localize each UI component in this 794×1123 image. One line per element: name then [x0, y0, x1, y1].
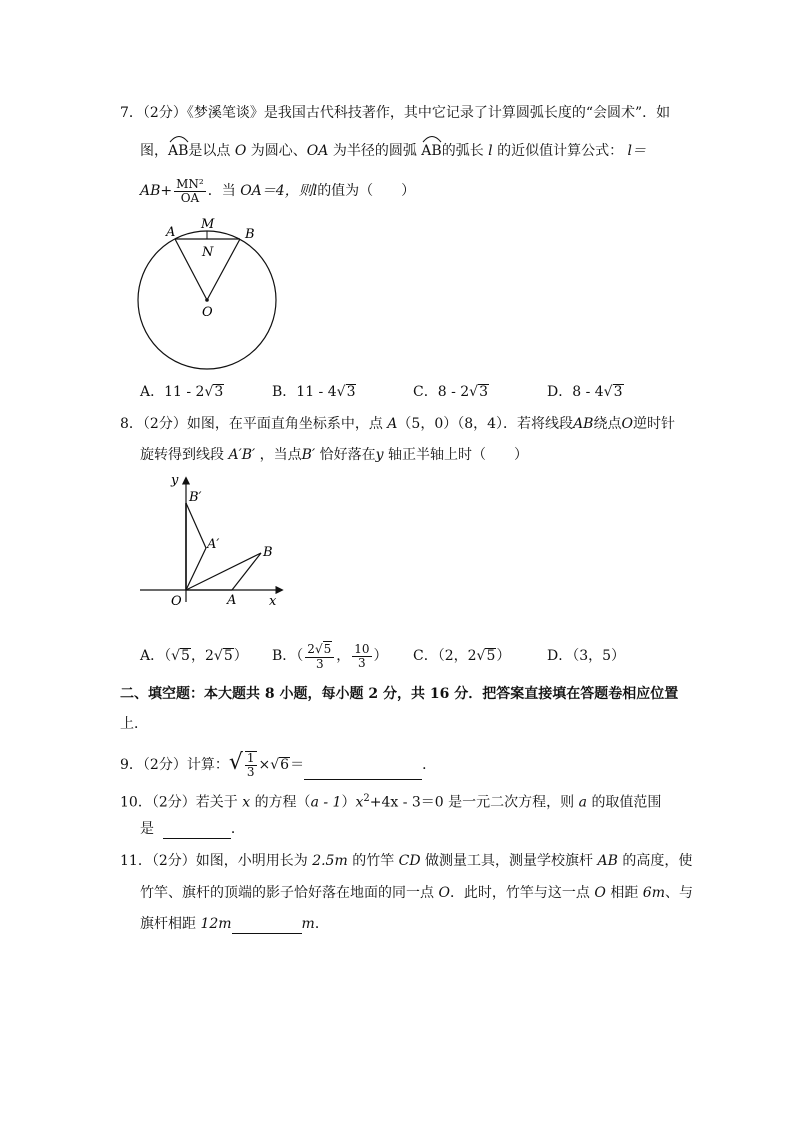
q8-coords: （5，0）（8，4）．若将线段	[397, 416, 574, 432]
q8-line2-pre: 旋转得到线段	[140, 447, 224, 463]
q11-line3	[140, 914, 329, 934]
q8-option-b[interactable]	[272, 638, 388, 674]
q8-opt-b-pre: B．（	[272, 648, 304, 664]
q7-opt-b-label: B．11 - 4	[272, 384, 337, 400]
q11-line3-end: ．	[314, 916, 329, 932]
q7-oa4: OA＝4，则	[240, 183, 313, 199]
q10-sup: 2	[363, 793, 370, 804]
q11-len: 2.5m	[312, 853, 348, 869]
point-o-dot	[205, 298, 209, 302]
q8-opt-c-rad: 5	[486, 648, 496, 664]
q7-arc-ab	[168, 141, 188, 161]
q7-arc-label: AB	[168, 143, 189, 159]
q8-opt-c-pre: C．（2，2	[413, 648, 477, 664]
sqrt-icon: √	[336, 384, 346, 400]
q8-opt-b-frac1	[305, 641, 334, 671]
segment-oap	[186, 548, 206, 590]
q8-opt-b-frac2-den: 3	[358, 655, 366, 670]
q10-x2: x	[355, 794, 364, 811]
q7-frac-num: MN²	[176, 176, 204, 191]
q7-l-eq: l＝	[627, 143, 647, 159]
q7-line3	[140, 176, 415, 206]
q8-opt-b-sep: ，	[336, 648, 351, 664]
q8-line1	[120, 414, 675, 434]
q7-opt-d-label: D．8 - 4	[547, 384, 604, 400]
q11-line1-b: 的竹竿	[352, 853, 395, 869]
q7-when: ．当	[207, 183, 236, 199]
q10-score: （2分）	[151, 794, 196, 811]
q11-line2-d: 、与	[664, 885, 693, 901]
q7-option-c[interactable]	[413, 382, 489, 402]
q7-text-mid4: 的弧长	[441, 143, 484, 159]
q10-text5: 的取值范围	[591, 794, 662, 811]
label-o: O	[171, 594, 182, 609]
q8-opt-b-frac1-num	[305, 641, 334, 658]
q8-opt-a-pre: A．（	[140, 648, 172, 664]
q8-score: （2分）	[142, 416, 187, 432]
q8-opt-b-frac1-coef: 2	[307, 642, 315, 656]
sqrt-icon: √	[603, 384, 613, 400]
q8-y: y	[375, 447, 384, 463]
q9-times: ×	[258, 757, 271, 773]
sqrt-icon: √	[469, 384, 479, 400]
q11-unit: m	[301, 916, 315, 932]
q7-frac-den: OA	[180, 190, 200, 205]
q10-line1	[120, 789, 661, 813]
sqrt-icon: √	[314, 642, 323, 656]
q7-plus: +	[160, 183, 173, 199]
q9-score: （2分）	[142, 757, 187, 773]
q10-text4: +4x - 3＝0 是一元二次方程，则	[369, 794, 575, 811]
sqrt-icon: √	[270, 757, 280, 773]
q7-l-2: l	[312, 183, 318, 199]
label-o: O	[202, 305, 213, 320]
q8-coordinate-figure	[135, 470, 295, 615]
q10-number: 10．	[120, 794, 152, 811]
q7-opt-a-rad: 3	[214, 384, 224, 400]
q11-answer-blank[interactable]	[232, 917, 302, 934]
q8-line2-mid2: 恰好落在	[319, 447, 376, 463]
segment-bp-ap	[186, 503, 206, 548]
q7-text: 《梦溪笔谈》是我国古代科技著作，其中它记录了计算圆弧长度的“会圆术”．如	[186, 105, 671, 121]
label-y: y	[171, 473, 179, 488]
label-a: A	[227, 593, 237, 608]
q7-oa: OA	[306, 143, 329, 159]
label-n: N	[202, 245, 214, 260]
q7-text-mid3: 为半径的圆弧	[332, 143, 417, 159]
q7-score: （2分）	[142, 105, 187, 121]
q11-ab: AB	[597, 853, 618, 869]
q8-text-end: 绕点	[593, 416, 622, 432]
q10-x: x	[242, 794, 251, 811]
q7-opt-c-rad: 3	[479, 384, 489, 400]
q11-line2-a: 竹竿、旗杆的顶端的影子恰好落在地面的同一点	[140, 885, 434, 901]
q8-ab: AB	[573, 416, 594, 432]
q8-opt-b-frac1-den: 3	[315, 657, 324, 671]
q8-point-a: A	[387, 416, 398, 432]
arc-mark-icon	[421, 133, 443, 143]
label-bp: B′	[189, 490, 202, 505]
q9-text: 计算：	[186, 757, 229, 773]
q7-fraction	[174, 178, 206, 205]
sqrt-icon: √	[476, 648, 486, 664]
q9-number: 9．	[120, 757, 143, 773]
q7-l: l	[488, 143, 493, 159]
q11-d12: 12m	[200, 916, 232, 932]
q9-frac-den: 3	[246, 765, 255, 779]
label-a: A	[166, 225, 176, 240]
q7-line1	[120, 103, 670, 123]
q7-opt-c-label: C．8 - 2	[413, 384, 470, 400]
q7-point-o: O	[234, 143, 247, 159]
q10-a: a	[578, 794, 587, 811]
q10-line2	[140, 819, 245, 839]
q11-line2-b: ．此时，竹竿与这一点	[449, 885, 590, 901]
q10-a-minus: a - 1	[310, 794, 342, 811]
q8-opt-b-frac2-num: 10	[354, 641, 370, 656]
q7-text-end: 的近似值计算公式：	[497, 143, 624, 159]
label-m: M	[201, 217, 215, 232]
q7-circle-figure	[130, 210, 290, 375]
q7-text-mid2: 为圆心、	[250, 143, 307, 159]
q9-end: ．	[422, 757, 437, 773]
q7-number: 7．	[120, 105, 143, 121]
q9-fraction	[245, 751, 257, 779]
q8-opt-a-r1: 5	[181, 648, 190, 664]
q11-o: O	[438, 885, 450, 901]
q7-option-d[interactable]	[547, 382, 624, 402]
q7-opt-d-rad: 3	[613, 384, 623, 400]
q7-option-a[interactable]	[140, 382, 224, 402]
segment-ab	[232, 553, 261, 590]
q8-number: 8．	[120, 416, 143, 432]
label-x: x	[269, 594, 277, 609]
q8-text1: 如图，在平面直角坐标系中，点	[186, 416, 383, 432]
sqrt-icon: √	[204, 384, 214, 400]
q10-line2-pre: 是	[140, 821, 154, 837]
q11-line3-a: 旗杆相距	[140, 916, 196, 932]
q8-opt-b-frac2	[352, 643, 371, 670]
q8-line2-end: 轴正半轴上时（ ）	[387, 447, 528, 463]
q9-rad: 6	[280, 757, 290, 773]
q8-opt-b-end: ）	[373, 648, 388, 664]
q11-line2	[140, 883, 693, 903]
q7-end: 的值为（ ）	[317, 183, 416, 199]
q9-answer-blank[interactable]	[304, 763, 422, 780]
q7-ab: AB	[140, 183, 161, 199]
q11-o2: O	[594, 885, 606, 901]
q7-option-b[interactable]	[272, 382, 356, 402]
q8-option-d[interactable]	[547, 646, 625, 666]
q10-text3: ）	[341, 794, 356, 811]
q7-line2	[140, 141, 646, 161]
sqrt-icon: √	[213, 648, 223, 664]
q11-line1	[120, 851, 692, 871]
q8-text-end2: 逆时针	[632, 416, 675, 432]
q9-frac-num: 1	[246, 751, 255, 765]
q9	[120, 748, 436, 780]
q8-opt-a-end: ）	[233, 648, 248, 664]
sqrt-icon: √	[171, 648, 181, 664]
q11-line1-d: 的高度，使	[622, 853, 693, 869]
q8-opt-b-frac1-rad: 5	[323, 642, 332, 656]
label-b: B	[263, 545, 273, 560]
q7-arc-label-2: AB	[421, 143, 442, 159]
q11-line2-c: 相距	[610, 885, 639, 901]
q9-eq: ＝	[290, 757, 305, 773]
label-b: B	[245, 227, 255, 242]
q8-opt-d: D．（3，5）	[547, 648, 626, 664]
q10-text2: 的方程（	[254, 794, 311, 811]
q10-line2-end: ．	[230, 821, 245, 837]
q8-opt-c-end: ）	[496, 648, 511, 664]
q11-number: 11．	[120, 853, 152, 869]
q8-opt-a-mid: ，2	[190, 648, 214, 664]
q7-opt-b-rad: 3	[346, 384, 356, 400]
section2-heading-line2: 上．	[120, 716, 148, 732]
q10-text1: 若关于	[195, 794, 238, 811]
q8-seg: A′B′	[228, 447, 256, 463]
q7-text-mid: 是以点	[188, 143, 231, 159]
q8-option-a[interactable]	[140, 646, 248, 666]
q11-d6: 6m	[642, 885, 665, 901]
q11-score: （2分）	[151, 853, 196, 869]
q10-answer-blank[interactable]	[163, 822, 231, 839]
q8-opt-a-r2: 5	[223, 648, 233, 664]
q7-opt-a-label: A．11 - 2	[140, 384, 205, 400]
sqrt-icon: √	[228, 750, 243, 775]
q11-line1-a: 如图，小明用长为	[195, 853, 308, 869]
q8-line2-mid: ，当点	[259, 447, 302, 463]
q11-cd: CD	[398, 853, 421, 869]
q7-arc-ab-2	[421, 141, 441, 161]
section2-heading: 二、填空题：本大题共 8 小题，每小题 2 分，共 16 分．把答案直接填在答题卷相应位置	[120, 686, 679, 702]
arc-mark-icon	[168, 133, 190, 143]
q8-option-c[interactable]	[413, 646, 510, 666]
q8-o: O	[621, 416, 633, 432]
q8-line2	[140, 445, 528, 465]
segment-ob	[186, 553, 261, 590]
q7-text-pre: 图，	[140, 143, 168, 159]
label-ap: A′	[207, 537, 220, 552]
q8-bp: B′	[301, 447, 316, 463]
q11-line1-c: 做测量工具，测量学校旗杆	[425, 853, 594, 869]
